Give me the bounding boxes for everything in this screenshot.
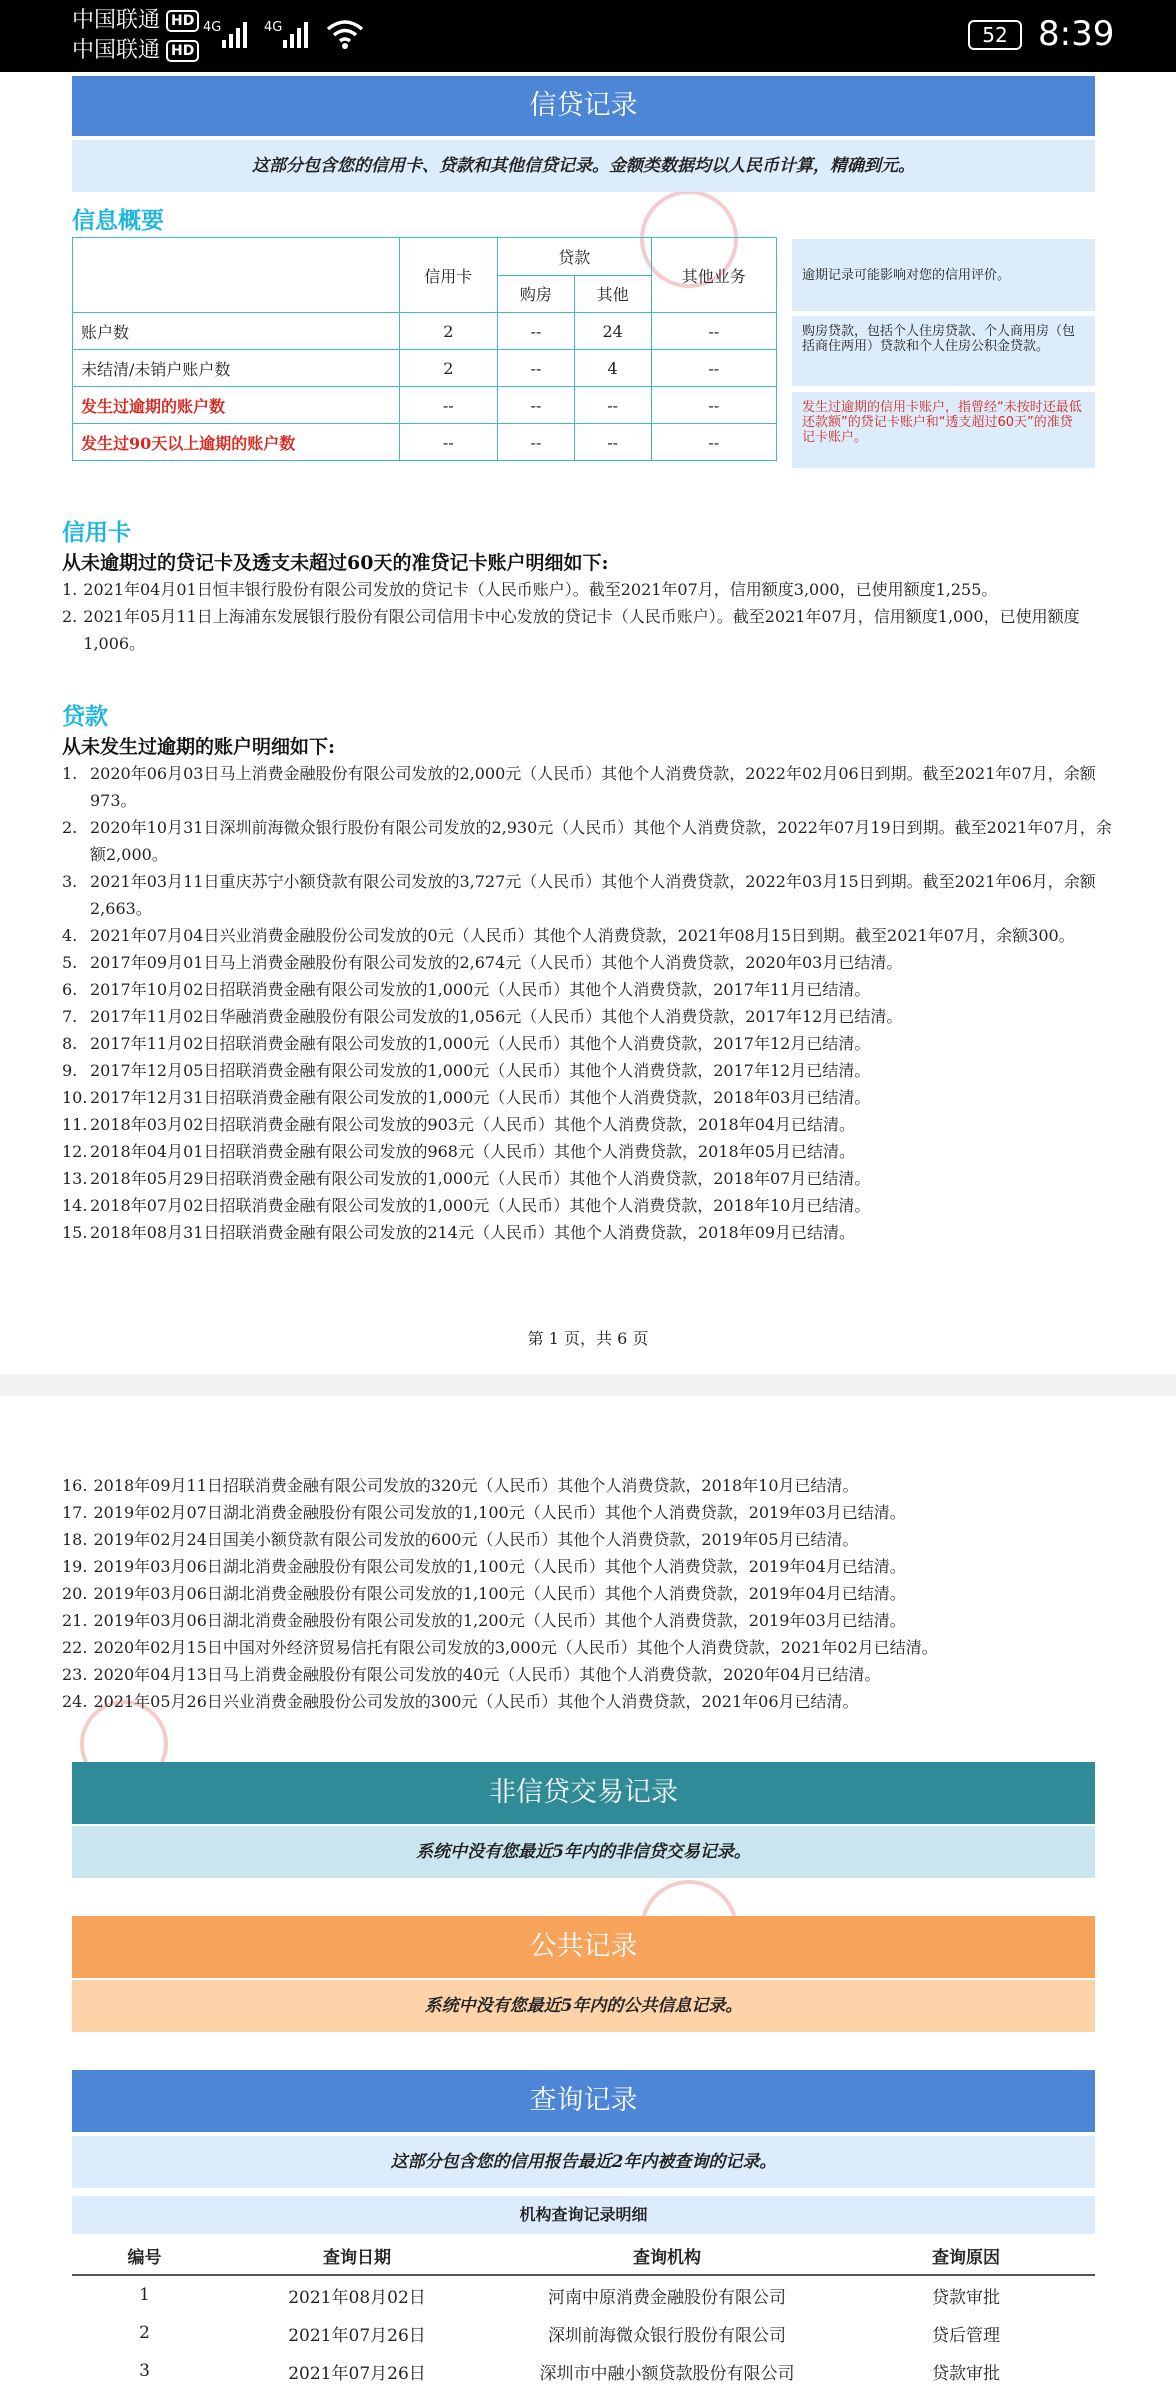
overview-row: 发生过90天以上逾期的账户数 -- -- -- -- [73, 424, 777, 461]
non-credit-note: 系统中没有您最近5年内的非信贷交易记录。 [72, 1826, 1095, 1878]
col-housing: 购房 [498, 275, 575, 313]
query-col-no: 编号 [72, 2236, 217, 2275]
wifi-icon [326, 18, 364, 50]
col-other-business: 其他业务 [651, 238, 777, 313]
carrier-2: 中国联通 HD [72, 36, 199, 66]
list-item: 4. 2021年07月04日兴业消费金融股份公司发放的0元（人民币）其他个人消费贷款，2021年08月15日到期。截至2021年07月，余额300。 [62, 926, 1075, 945]
hd-badge-2: HD [166, 40, 199, 62]
list-item: 11. 2018年03月02日招联消费金融有限公司发放的903元（人民币）其他个人消费贷款，2018年04月已结清。 [62, 1115, 856, 1134]
list-item: 21. 2019年03月06日湖北消费金融股份有限公司发放的1,200元（人民币）其他个人消费贷款，2019年03月已结清。 [62, 1611, 906, 1630]
loan-subheading: 从未发生过逾期的账户明细如下: [62, 736, 336, 758]
list-item: 10. 2017年12月31日招联消费金融有限公司发放的1,000元（人民币）其他个人消费贷款，2018年03月已结清。 [62, 1088, 871, 1107]
col-credit-card: 信用卡 [399, 238, 498, 313]
query-col-org: 查询机构 [497, 2236, 837, 2275]
status-bar [0, 0, 1176, 72]
list-item: 7. 2017年11月02日华融消费金融股份有限公司发放的1,056元（人民币）其他个人消费贷款，2017年12月已结清。 [62, 1007, 903, 1026]
list-item: 9. 2017年12月05日招联消费金融有限公司发放的1,000元（人民币）其他个人消费贷款，2017年12月已结清。 [62, 1061, 871, 1080]
table-row: 3 2021年07月26日 深圳市中融小额贷款股份有限公司 贷款审批 [139, 2361, 1000, 2384]
overview-note-housing: 购房贷款，包括个人住房贷款、个人商用房（包括商住两用）贷款和个人住房公积金贷款。 [792, 316, 1095, 386]
list-item: 5. 2017年09月01日马上消费金融股份有限公司发放的2,674元（人民币）其他个人消费贷款，2020年03月已结清。 [62, 953, 903, 972]
query-col-date: 查询日期 [217, 2236, 497, 2275]
list-item: 16. 2018年09月11日招联消费金融有限公司发放的320元（人民币）其他个人消费贷款，2018年10月已结清。 [62, 1476, 859, 1495]
credit-card-heading: 信用卡 [62, 520, 131, 546]
public-record-note: 系统中没有您最近5年内的公共信息记录。 [72, 1980, 1095, 2032]
list-item: 1. 2021年04月01日恒丰银行股份有限公司发放的贷记卡（人民币账户）。截至2021年07月，信用额度3,000，已使用额度1,255。 [62, 580, 998, 599]
list-item: 3. 2021年03月11日重庆苏宁小额贷款有限公司发放的3,727元（人民币）其他个人消费贷款，2022年03月15日到期。截至2021年06月，余额2,663。 [62, 872, 1096, 918]
col-loan: 贷款 [498, 238, 651, 276]
list-item: 12. 2018年04月01日招联消费金融有限公司发放的968元（人民币）其他个人消费贷款，2018年05月已结清。 [62, 1142, 856, 1161]
overview-note-overdue: 逾期记录可能影响对您的信用评价。 [792, 239, 1095, 311]
credit-record-note: 这部分包含您的信用卡、贷款和其他信贷记录。金额类数据均以人民币计算，精确到元。 [72, 140, 1095, 192]
list-item: 18. 2019年02月24日国美小额贷款有限公司发放的600元（人民币）其他个人消费贷款，2019年05月已结清。 [62, 1530, 859, 1549]
signal-icon-1 [222, 22, 247, 48]
overview-blank-cell [73, 238, 400, 313]
page-indicator: 第 1 页，共 6 页 [527, 1329, 649, 1348]
list-item: 14. 2018年07月02日招联消费金融有限公司发放的1,000元（人民币）其他个人消费贷款，2018年10月已结清。 [62, 1196, 871, 1215]
non-credit-title: 非信贷交易记录 [72, 1762, 1095, 1824]
col-other: 其他 [574, 275, 651, 313]
overview-note-overdue-def: 发生过逾期的信用卡账户，指曾经“未按时还最低还款额”的贷记卡账户和“透支超过60天”的准贷记卡账户。 [792, 392, 1095, 468]
credit-card-subheading: 从未逾期过的贷记卡及透支未超过60天的准贷记卡账户明细如下: [62, 552, 609, 574]
query-table [72, 2236, 1095, 2390]
list-item: 13. 2018年05月29日招联消费金融有限公司发放的1,000元（人民币）其他个人消费贷款，2018年07月已结清。 [62, 1169, 871, 1188]
loan-list-page1 [62, 760, 1122, 1246]
list-item: 6. 2017年10月02日招联消费金融有限公司发放的1,000元（人民币）其他个人消费贷款，2017年11月已结清。 [62, 980, 871, 999]
list-item: 22. 2020年02月15日中国对外经济贸易信托有限公司发放的3,000元（人民币）其他个人消费贷款，2021年02月已结清。 [62, 1638, 938, 1657]
loan-heading: 贷款 [62, 704, 108, 730]
carrier-1: 中国联通 HD [72, 6, 199, 36]
battery-icon: 52 [968, 20, 1022, 50]
credit-record-title: 信贷记录 [72, 76, 1095, 136]
list-item: 15. 2018年08月31日招联消费金融有限公司发放的214元（人民币）其他个人消费贷款，2018年09月已结清。 [62, 1223, 856, 1242]
overview-heading: 信息概要 [72, 208, 164, 234]
table-row: 2 2021年07月26日 深圳前海微众银行股份有限公司 贷后管理 [139, 2323, 1000, 2346]
query-table-title: 机构查询记录明细 [72, 2196, 1095, 2234]
query-record-title: 查询记录 [72, 2070, 1095, 2132]
clock: 8:39 [1038, 14, 1115, 54]
list-item: 2. 2020年10月31日深圳前海微众银行股份有限公司发放的2,930元（人民币）其他个人消费贷款，2022年07月19日到期。截至2021年07月，余额2,000。 [62, 818, 1112, 864]
list-item: 24. 2021年05月26日兴业消费金融股份公司发放的300元（人民币）其他个人消费贷款，2021年06月已结清。 [62, 1692, 859, 1711]
list-item: 8. 2017年11月02日招联消费金融有限公司发放的1,000元（人民币）其他个人消费贷款，2017年12月已结清。 [62, 1034, 871, 1053]
overview-table [72, 237, 777, 461]
list-item: 17. 2019年02月07日湖北消费金融股份有限公司发放的1,100元（人民币）其他个人消费贷款，2019年03月已结清。 [62, 1503, 906, 1522]
overview-row: 账户数 2 -- 24 -- [73, 313, 777, 350]
query-record-note: 这部分包含您的信用报告最近2年内被查询的记录。 [72, 2136, 1095, 2188]
overview-row: 未结清/未销户账户数 2 -- 4 -- [73, 350, 777, 387]
table-row: 1 2021年08月02日 河南中原消费金融股份有限公司 贷款审批 [139, 2285, 1000, 2308]
hd-badge-1: HD [166, 10, 199, 32]
signal-icon-2 [283, 22, 308, 48]
page-gap [0, 1374, 1176, 1396]
list-item: 20. 2019年03月06日湖北消费金融股份有限公司发放的1,100元（人民币）其他个人消费贷款，2019年04月已结清。 [62, 1584, 906, 1603]
network-label-2: 4G [264, 20, 283, 35]
list-item: 19. 2019年03月06日湖北消费金融股份有限公司发放的1,100元（人民币）其他个人消费贷款，2019年04月已结清。 [62, 1557, 906, 1576]
network-label-1: 4G [203, 20, 222, 35]
public-record-title: 公共记录 [72, 1916, 1095, 1978]
list-item: 2. 2021年05月11日上海浦东发展银行股份有限公司信用卡中心发放的贷记卡（人民币账户）。截至2021年07月，信用额度1,000，已使用额度1,006。 [62, 607, 1080, 653]
loan-list-page2 [62, 1472, 1122, 1715]
query-col-reason: 查询原因 [837, 2236, 1095, 2275]
overview-row: 发生过逾期的账户数 -- -- -- -- [73, 387, 777, 424]
list-item: 23. 2020年04月13日马上消费金融股份有限公司发放的40元（人民币）其他个人消费贷款，2020年04月已结清。 [62, 1665, 881, 1684]
credit-card-list [62, 576, 1102, 657]
list-item: 1. 2020年06月03日马上消费金融股份有限公司发放的2,000元（人民币）其他个人消费贷款，2022年02月06日到期。截至2021年07月，余额973。 [62, 764, 1096, 810]
